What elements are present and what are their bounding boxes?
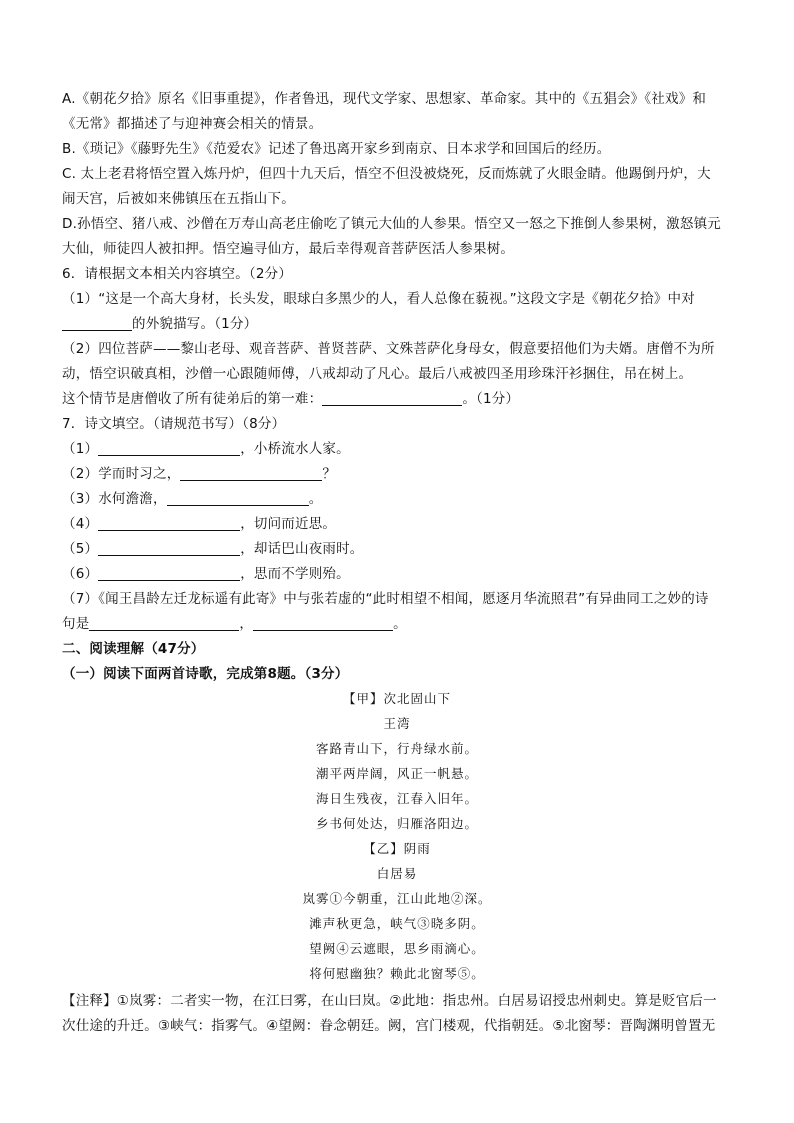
answer-blank-7-7a[interactable] [89, 616, 239, 631]
question-6-2-line-2: 动，悟空识破真相，沙僧一心跟随师傅，八戒却动了凡心。最后八戒被四圣用珍珠汗衫捆住，吊在树上。 [62, 366, 693, 382]
question-7-7-text: （7）《闻王昌龄左迁龙标遥有此寄》中与张若虚的“此时相望不相闻，愿逐月华流照君”有异曲同工之妙的诗 [62, 591, 709, 607]
question-7-5: （5） ，却话巴山夜雨时。 [62, 541, 364, 557]
poem-1-line: 海日生残夜，江春入旧年。 [315, 791, 478, 806]
poem-1-author: 王湾 [383, 716, 411, 731]
question-6-1-text: （1）“这是一个高大身材，长头发，眼球白多黑少的人，看人总像在藐视。”这段文字是《朝花夕拾》中对 [62, 291, 695, 307]
answer-blank-7-1[interactable] [98, 441, 240, 456]
option-c-line-1: C. 太上老君将悟空置入炼丹炉，但四十九天后，悟空不但没被烧死，反而炼就了火眼金睛。他踢倒丹炉，大 [62, 166, 711, 182]
poem-2-line: 滩声秋更急，峡气③晓多阴。 [309, 916, 485, 931]
question-7-4: （4） ，切问而近思。 [62, 516, 337, 532]
poem-2-author: 白居易 [376, 866, 418, 881]
answer-blank-7-4[interactable] [98, 516, 240, 531]
option-c-line-2: 闹天宫，后被如来佛镇压在五指山下。 [62, 191, 295, 207]
option-a-line-2: 《无常》都描述了与迎神赛会相关的情景。 [62, 116, 323, 132]
question-7-2: （2）学而时习之， ？ [62, 466, 337, 482]
answer-blank-7-3[interactable] [167, 491, 309, 506]
answer-blank-7-5[interactable] [98, 541, 240, 556]
question-6-2-answer-line: 这个情节是唐僧收了所有徒弟后的第一难： 。（1分） [62, 391, 520, 407]
question-7-1: （1） ，小桥流水人家。 [62, 441, 350, 457]
option-b-line: B.《琐记》《藤野先生》《范爱农》记述了鲁迅离开家乡到南京、日本求学和回国后的经历。 [62, 141, 611, 157]
notes-line-2: 次仕途的升迁。③峡气：指雾气。④望阙：眷念朝廷。阙，宫门楼观，代指朝廷。⑤北窗琴：晋陶渊明曾置无 [62, 1018, 716, 1034]
section-2-1-heading: （一）阅读下面两首诗歌，完成第8题。（3分） [62, 666, 349, 682]
question-7-7-answer-line: 句是 ， 。 [62, 616, 407, 632]
question-6-1-answer-line: 的外貌描写。（1分） [62, 314, 257, 334]
option-a-line-1: A.《朝花夕拾》原名《旧事重提》，作者鲁迅，现代文学家、思想家、革命家。其中的《五猖会》《社戏》和 [62, 91, 707, 107]
poem-2-line: 将何慰幽独？赖此北窗琴⑤。 [309, 966, 485, 981]
section-2-heading: 二、阅读理解（47分） [62, 641, 205, 657]
question-7-heading: 7．诗文填空。（请规范书写）（8分） [62, 416, 286, 432]
option-d-line-1: D.孙悟空、猪八戒、沙僧在万寿山高老庄偷吃了镇元大仙的人参果。悟空又一怒之下推倒人参果树，激怒镇元 [62, 216, 721, 232]
poem-1-line: 乡书何处达，归雁洛阳边。 [315, 816, 478, 831]
answer-blank-7-6[interactable] [98, 566, 240, 581]
answer-blank-7-2[interactable] [180, 466, 322, 481]
notes-line-1: 【注释】①岚雾：二者实一物，在江曰雾，在山曰岚。②此地：指忠州。白居易诏授忠州刺史。算是贬官后一 [62, 993, 717, 1009]
question-6-2-line-1: （2）四位菩萨——黎山老母、观音菩萨、普贤菩萨、文殊菩萨化身母女，假意要招他们为夫婿。唐僧不为所 [62, 341, 715, 357]
answer-blank-6-1[interactable] [62, 316, 132, 331]
poem-1-line: 客路青山下，行舟绿水前。 [315, 741, 478, 756]
poem-1-line: 潮平两岸阔，风正一帆悬。 [315, 766, 478, 781]
poem-1-title: 【甲】次北固山下 [342, 691, 451, 706]
poem-2-line: 望阙④云遮眼，思乡雨滴心。 [309, 941, 485, 956]
answer-blank-7-7b[interactable] [253, 616, 393, 631]
question-7-3: （3）水何澹澹， 。 [62, 491, 323, 507]
poem-2-line: 岚雾①今朝重，江山此地②深。 [302, 891, 492, 906]
question-7-6: （6） ，思而不学则殆。 [62, 566, 350, 582]
option-d-line-2: 大仙，师徒四人被扣押。悟空遍寻仙方，最后幸得观音菩萨医活人参果树。 [62, 241, 515, 257]
answer-blank-6-2[interactable] [322, 391, 462, 406]
question-6-heading: 6．请根据文本相关内容填空。（2分） [62, 266, 293, 282]
poem-2-title: 【乙】阴雨 [363, 841, 431, 856]
